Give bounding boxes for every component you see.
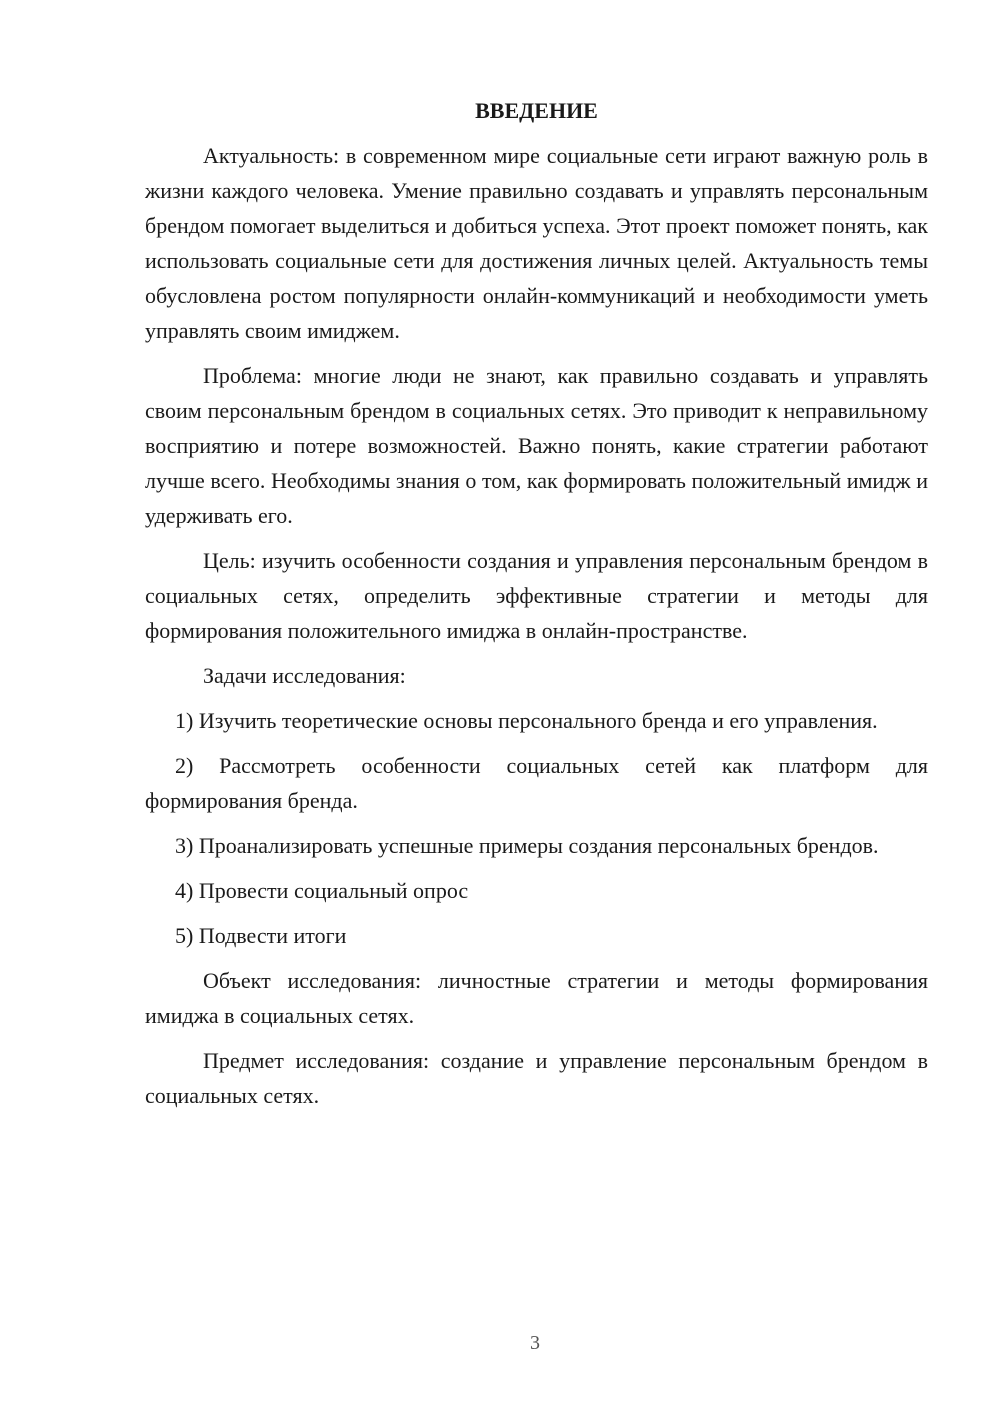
tasks-heading: Задачи исследования: [203,663,406,688]
task-item-3: 3) Проанализировать успешные примеры создания персональных брендов. [175,833,879,858]
problem-paragraph: Проблема: многие люди не знают, как правильно создавать и управлять своим персональным брендом в социальных сетях. Это приводит к неправильному восприятию и потере возможностей. Важно понять, какие стратегии работают лучше всего. Необходимы знания о том, как формировать положительный имидж и удерживать его. [145,363,928,528]
document-page [145,96,928,1123]
page-title: ВВЕДЕНИЕ [475,98,598,123]
task-item-1: 1) Изучить теоретические основы персонального бренда и его управления. [175,708,878,733]
subject-paragraph: Предмет исследования: создание и управление персональным брендом в социальных сетях. [145,1048,928,1108]
relevance-paragraph: Актуальность: в современном мире социальные сети играют важную роль в жизни каждого человека. Умение правильно создавать и управлять персональным брендом помогает выделиться и добиться успеха. Этот проект поможет понять, как использовать социальные сети для достижения личных целей. Актуальность темы обусловлена ростом популярности онлайн-коммуникаций и необходимости уметь управлять своим имиджем. [145,143,928,343]
task-item-2: 2) Рассмотреть особенности социальных сетей как платформ для формирования бренда. [145,753,928,813]
goal-paragraph: Цель: изучить особенности создания и управления персональным брендом в социальных сетях, определить эффективные стратегии и методы для формирования положительного имиджа в онлайн-пространстве. [145,548,928,643]
page-number: 3 [530,1332,540,1354]
task-item-4: 4) Провести социальный опрос [175,878,469,903]
object-paragraph: Объект исследования: личностные стратегии и методы формирования имиджа в социальных сетях. [145,968,928,1028]
task-item-5: 5) Подвести итоги [175,923,347,948]
